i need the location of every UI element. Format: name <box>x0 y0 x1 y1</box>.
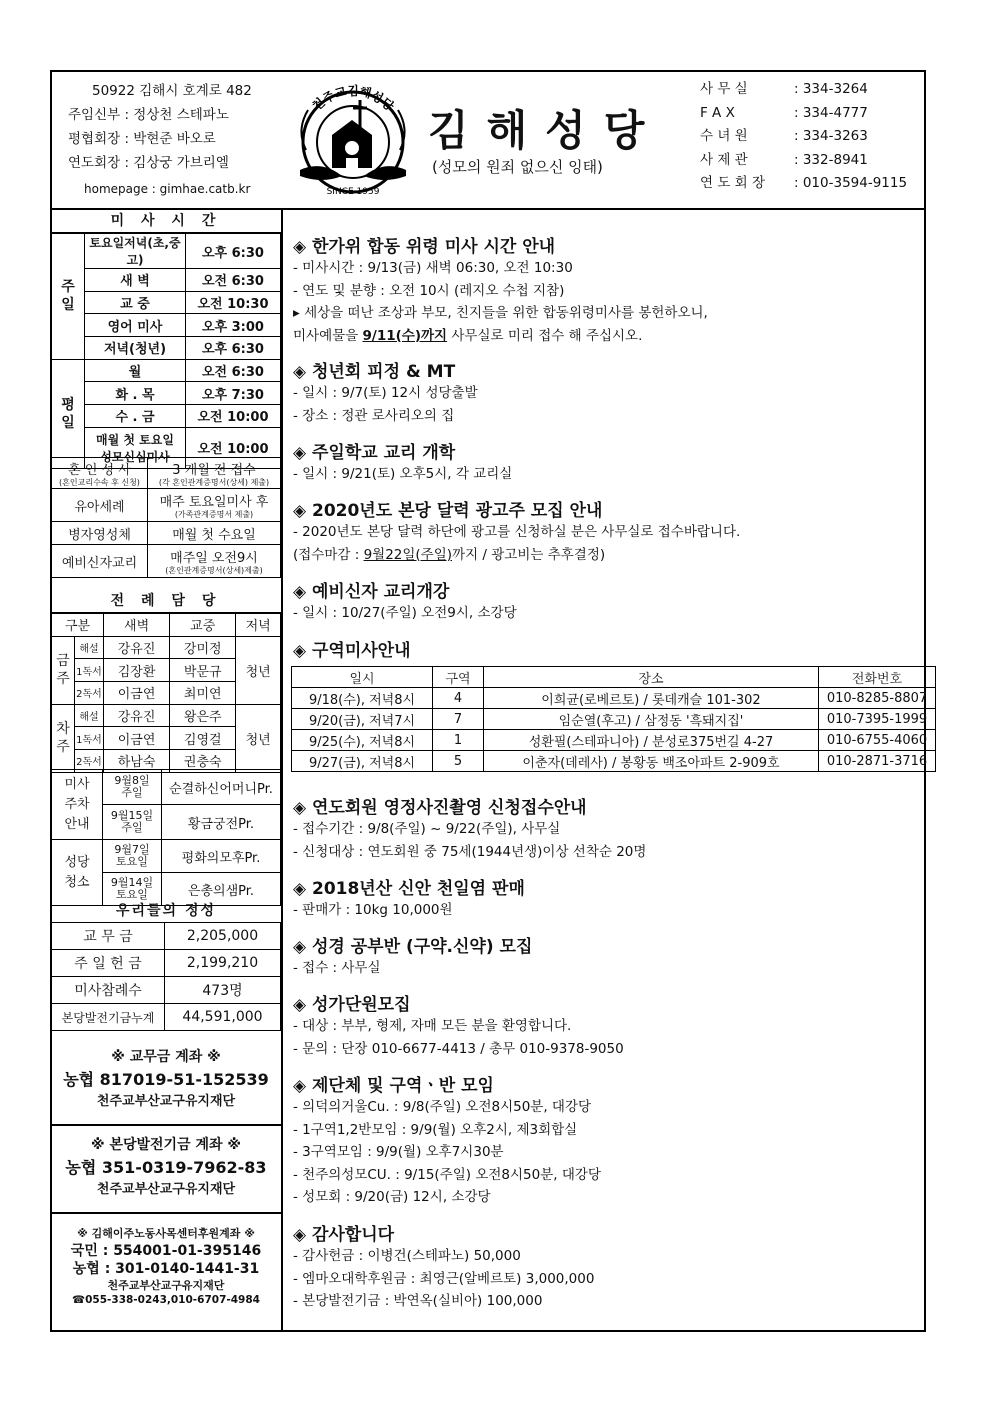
pastor: 주임신부 : 정상천 스테파노 <box>68 107 229 123</box>
notice-youth-retreat: ◈ 청년회 피정 & MT - 일시 : 9/7(토) 12시 성당출발 - 장소 : 정관 로사리오의 집 <box>293 362 478 424</box>
notice-salt: ◈ 2018년산 신안 천일염 판매 - 판매가 : 10kg 10,000원 <box>293 879 525 918</box>
account-labor: ※ 김해이주노동사목센터후원계좌 ※ 국민 : 554001-01-395146 농협 : 301-0140-1441-31 천주교부산교구유지재단 ☎055-338-0243,010-6707-4984 <box>70 1227 262 1306</box>
liturgy-table: 구분 새벽 교중 저녁 금 주 해설 강유진 강미정 청년 1독서 김장환 박문규 2독서 이금연 최미연 차 주 해설 강유진 왕은주 청년 1독서 이금연 김영걸 2독서 하남숙 권충숙 <box>51 613 281 773</box>
offering-table: 교 무 금 2,205,000 주 일 헌 금 2,199,210 미사참례수 473명 본당발전기금누계 44,591,000 <box>51 922 281 1031</box>
mass-times-title: 미 사 시 간 <box>51 210 281 233</box>
church-subtitle: (성모의 원죄 없으신 잉태) <box>432 158 603 176</box>
council-president: 평협회장 : 박현준 바오로 <box>68 131 216 147</box>
contact-fax: F A X : 334-4777 <box>700 104 868 121</box>
notice-bible-study: ◈ 성경 공부반 (구약.신약) 모집 - 접수 : 사무실 <box>293 937 533 976</box>
offering-title: 우리들의 정성 <box>51 900 281 923</box>
svg-text:천주교김해성당: 천주교김해성당 <box>309 84 397 114</box>
notice-meetings: ◈ 제단체 및 구역ㆍ반 모임 - 의덕의거울Cu. : 9/8(주일) 오전8시50분, 대강당 - 1구역1,2반모임 : 9/9(월) 오후2시, 제3회합실 - 3구역모임 : 9/9(월) 오후7시30분 - 천주의성모CU. : 9/15(주일) 오전8시50분, 대강당 - 성모회 : 9/20(금) 12시, 소강당 <box>293 1076 601 1205</box>
sacraments-table: 혼 인 성 사 (혼인교리수속 후 신청) 3 개월 전 접수 (각 혼인관계증명서(상세) 제출) 유아세례 매주 토요일미사 후 (가족관계증명서 제출) 병자영성체 매월 첫 수요일 예비신자교리 매주일 오전9시 (혼인관계증명서(상세)제출) <box>51 457 281 578</box>
account-offering: ※ 교무금 계좌 ※ 농협 817019-51-152539 천주교부산교구유지재단 <box>63 1049 269 1109</box>
contact-office: 사 무 실 : 334-3264 <box>700 81 868 97</box>
parish-logo <box>292 80 414 198</box>
account-divider-1 <box>51 1124 281 1126</box>
account-divider-2 <box>51 1212 281 1214</box>
duty-table: 미사 주차 안내 9월8일 주일 순결하신어머니Pr. 9월15일 주일 황금궁전Pr. 성당 청소 9월7일 토요일 평화의모후Pr. 9월14일 토요일 은총의샘Pr. <box>51 769 281 906</box>
church-title: 김해성당 <box>428 106 663 155</box>
svg-text:SINCE 1959: SINCE 1959 <box>326 187 380 197</box>
contact-rectory: 사 제 관 : 332-8941 <box>700 151 868 168</box>
notice-thanks: ◈ 감사합니다 - 감사헌금 : 이병건(스테파노) 50,000 - 엠마오대학후원금 : 최영근(알베르토) 3,000,000 - 본당발전기금 : 박연옥(실비아) 100,000 <box>293 1225 595 1309</box>
liturgy-title: 전 례 담 당 <box>51 590 281 613</box>
column-divider <box>281 208 283 1332</box>
notice-catechumen: ◈ 예비신자 교리개강 - 일시 : 10/27(주일) 오전9시, 소강당 <box>293 582 517 621</box>
address: 50922 김해시 호계로 482 <box>92 83 252 99</box>
notice-choir: ◈ 성가단원모집 - 대상 : 부부, 형제, 자매 모든 분을 환영합니다. - 문의 : 단장 010-6677-4413 / 총무 010-9378-9050 <box>293 995 624 1057</box>
homepage-link[interactable]: homepage : gimhae.catb.kr <box>84 182 251 196</box>
notice-chuseok: ◈ 한가위 합동 위령 미사 시간 안내 - 미사시간 : 9/13(금) 새벽 06:30, 오전 10:30 - 연도 및 분향 : 오전 10시 (레지오 수첩 지참) ▸ 세상을 떠난 조상과 부모, 친지들을 위한 합동위령미사를 봉헌하오니, 미사예물을 9/11(수)까지 사무실로 미리 접수 해 주십시오. <box>293 237 708 344</box>
contact-convent: 수 녀 원 : 334-3263 <box>700 128 868 145</box>
youth-president: 연도회장 : 김상궁 가브리엘 <box>68 155 229 171</box>
contact-yeondo: 연 도 회 장 : 010-3594-9115 <box>700 175 908 192</box>
contact-list <box>700 78 907 196</box>
district-mass-table: 일시 구역 장소 전화번호 9/18(수), 저녁8시 4 이희균(로베르토) / 롯데캐슬 101-302 010-8285-8807 9/20(금), 저녁7시 7 임순열(후고) / 삼정동 '흑돼지집' 010-7395-1999 9/25(수), 저녁8시 1 성환필(스테파니아) / 분성로375번길 4-27 010-6755-4060 9/27(금), 저녁8시 5 이춘자(데레사) / 봉황동 백조아파트 2-909호 010-2871-3716 <box>291 666 936 772</box>
notice-sunday-school: ◈ 주일학교 교리 개학 - 일시 : 9/21(토) 오후5시, 각 교리실 <box>293 443 513 482</box>
account-development: ※ 본당발전기금 계좌 ※ 농협 351-0319-7962-83 천주교부산교구유지재단 <box>65 1137 267 1197</box>
mass-times-table: 주 일 토요일저녁(초,중고) 오후 6:30 새 벽 오전 6:30 교 중 오전 10:30 영어 미사 오후 3:00 저녁(청년) 오후 6:30 평 일 월 오전 6:30 화 . 목 오후 7:30 수 . 금 오전 10:00 매월 첫 토요일 성모신심미사 오전 10:00 <box>51 233 281 469</box>
notice-portrait: ◈ 연도회원 영정사진촬영 신청접수안내 - 접수기간 : 9/8(주일) ~ 9/22(주일), 사무실 - 신청대상 : 연도회원 중 75세(1944년생)이상 선착순 20명 <box>293 798 647 860</box>
notice-district-mass: ◈ 구역미사안내 <box>293 641 411 661</box>
notice-calendar-ads: ◈ 2020년도 본당 달력 광고주 모집 안내 - 2020년도 본당 달력 하단에 광고를 신청하실 분은 사무실로 접수바랍니다. (접수마감 : 9월22일(주일)까지 / 광고비는 추후결정) <box>293 501 741 563</box>
